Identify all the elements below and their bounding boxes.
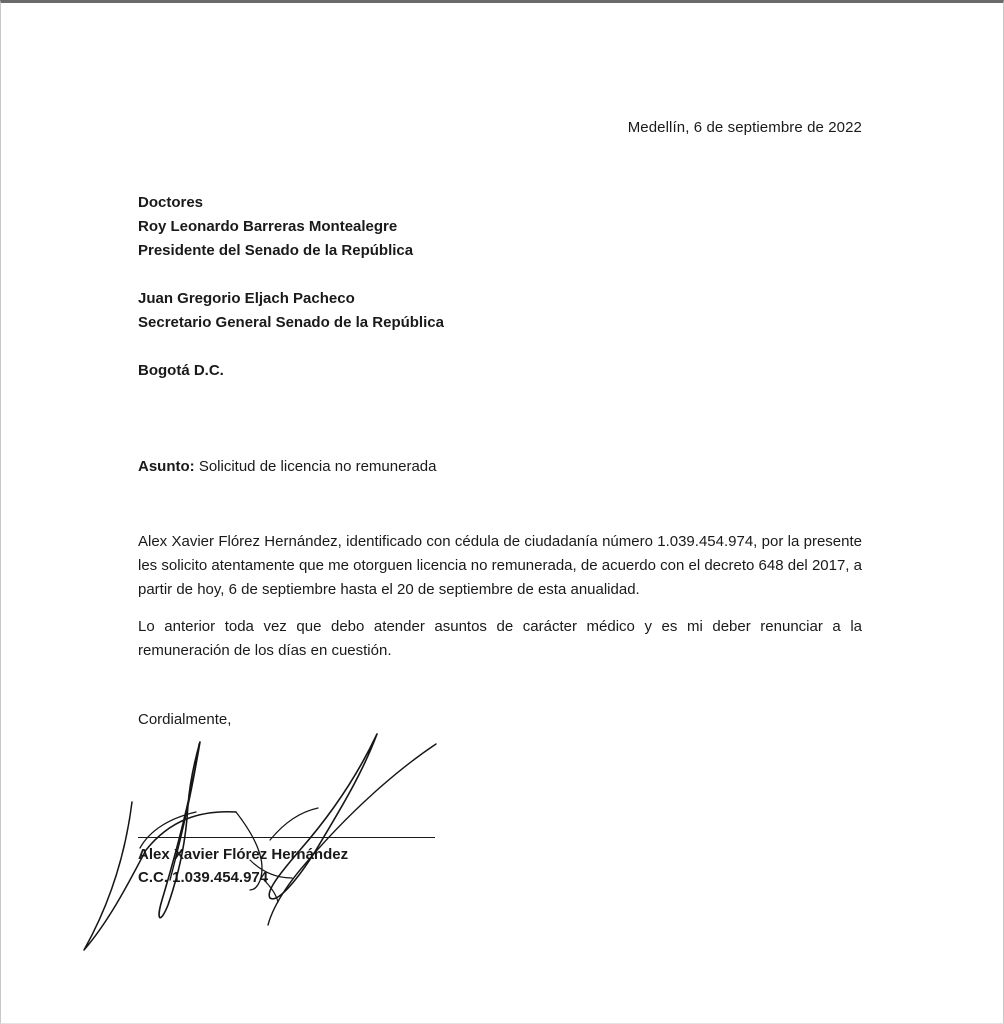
subject-text: Solicitud de licencia no remunerada — [194, 458, 437, 475]
closing: Cordialmente, — [138, 711, 232, 728]
signer-name: Alex Xavier Flórez Hernández — [138, 846, 349, 863]
recipient-block-2 — [138, 287, 444, 335]
signature-line — [138, 837, 435, 838]
subject-line — [138, 455, 436, 479]
recipient-name-2: Juan Gregorio Eljach Pacheco — [138, 290, 355, 307]
recipient-city: Bogotá D.C. — [138, 362, 224, 379]
recipient-block-1 — [138, 191, 413, 263]
salutation: Doctores — [138, 194, 204, 211]
recipient-name-1: Roy Leonardo Barreras Montealegre — [138, 218, 398, 235]
recipient-title-2: Secretario General Senado de la República — [138, 314, 444, 331]
signer-id: C.C. 1.039.454.974 — [138, 869, 269, 886]
letter-date: Medellín, 6 de septiembre de 2022 — [627, 119, 862, 136]
subject-label: Asunto: — [138, 458, 195, 475]
recipient-title-1: Presidente del Senado de la República — [138, 242, 414, 259]
body-paragraph-1: Alex Xavier Flórez Hernández, identificado con cédula de ciudadanía número 1.039.454.974, por la presente les solicito atentamente que me otorguen licencia no remunerada, de acuerdo con el decreto 648 del 2017, a partir de hoy, 6 de septiembre hasta el 20 de septiembre de esta anualidad. — [138, 533, 862, 598]
body-paragraph-2: Lo anterior toda vez que debo atender asuntos de carácter médico y es mi deber renunciar a la remuneración de los días en cuestión. — [138, 618, 862, 659]
